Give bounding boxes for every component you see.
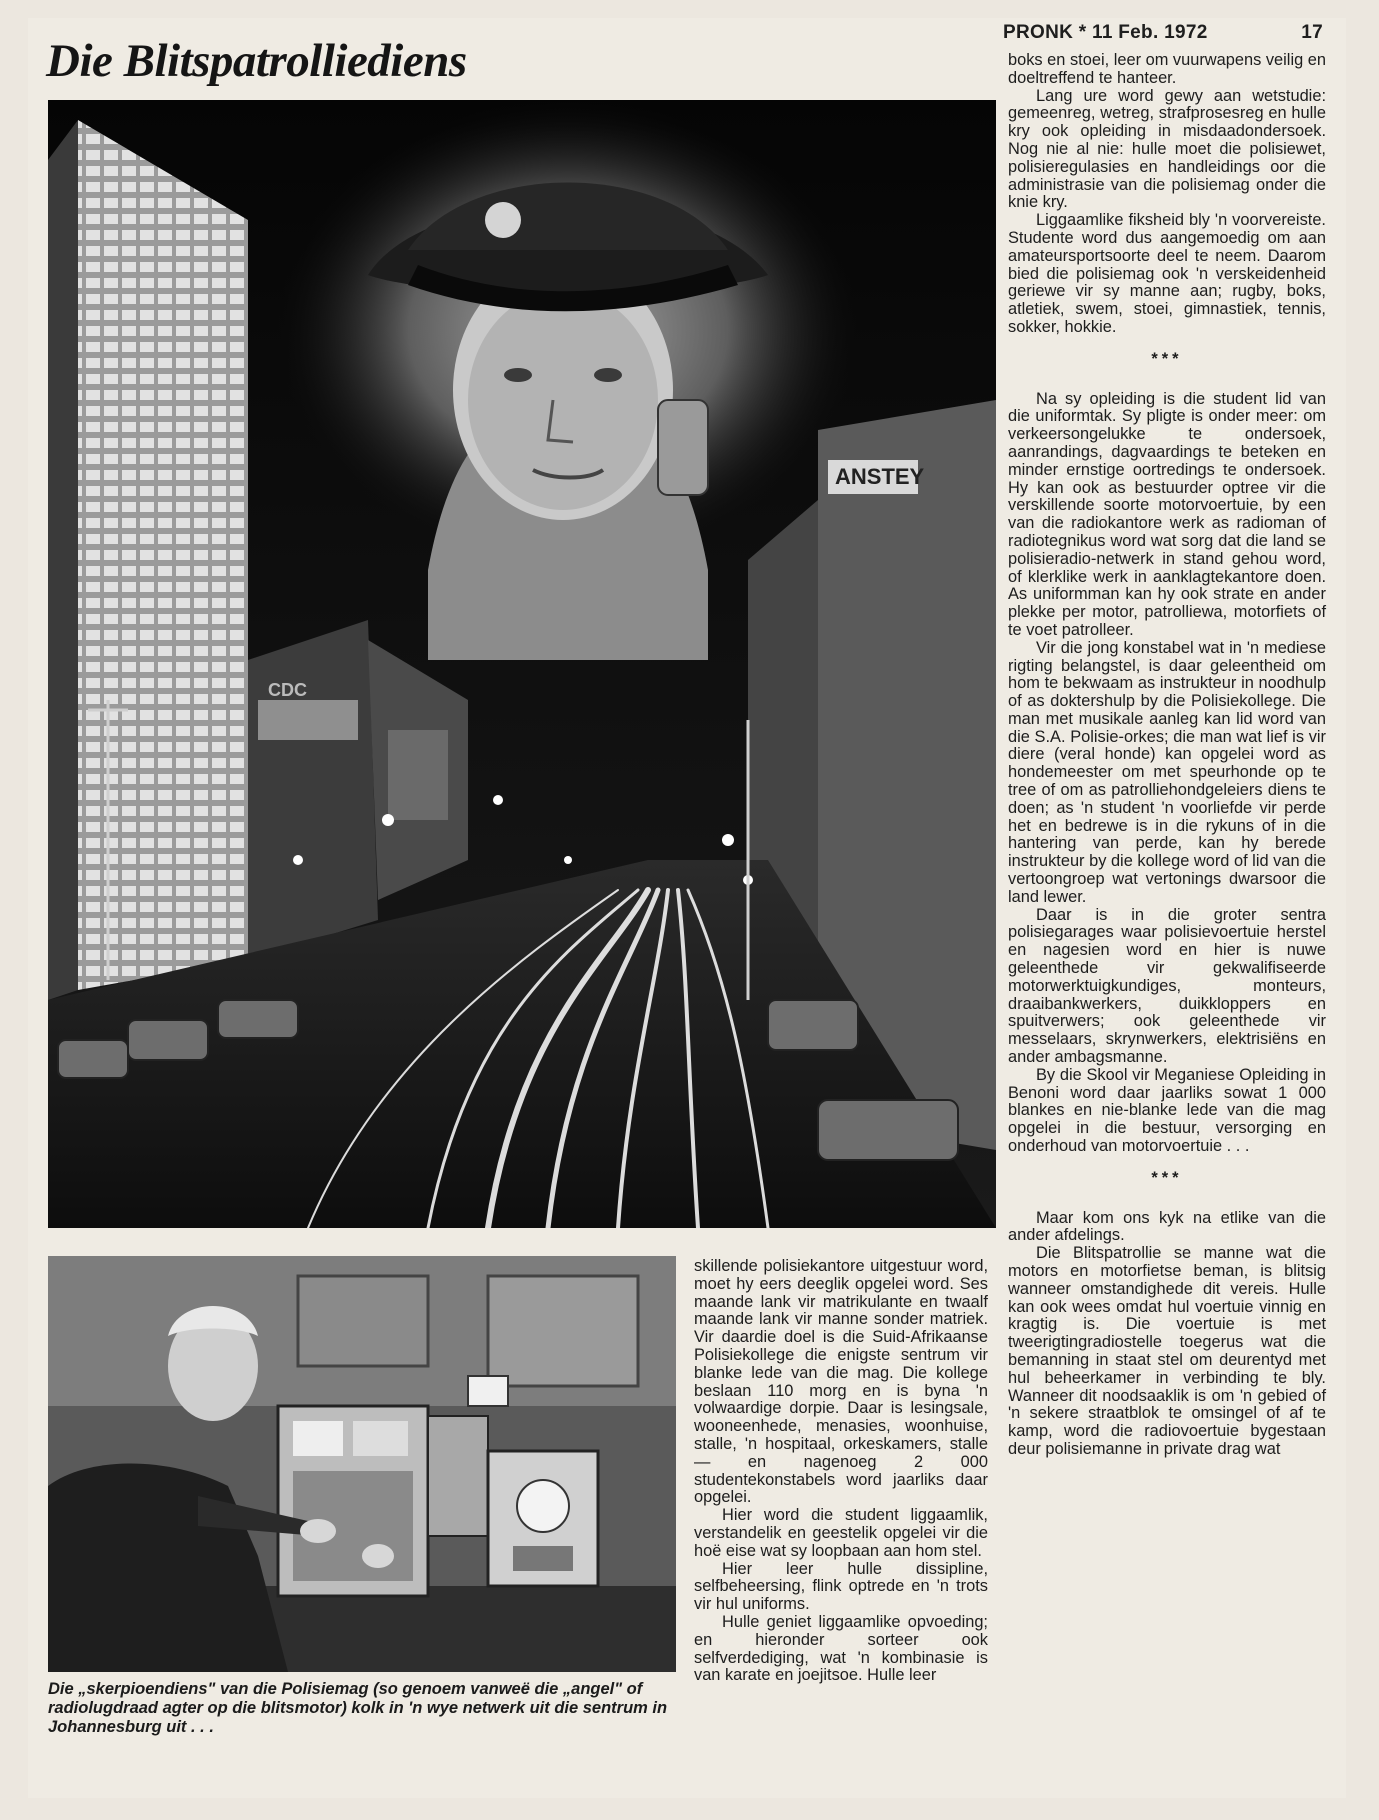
radio-handset-icon	[658, 400, 708, 495]
right-paragraph-1: boks en stoei, leer om vuurwapens veilig en doeltreffend te hanteer.	[1008, 51, 1326, 87]
right-paragraph-8: Maar kom ons kyk na etlike van die ander afdelings.	[1008, 1208, 1326, 1245]
section-separator-2: ***	[1151, 1168, 1183, 1187]
middle-column	[694, 1258, 988, 1685]
right-paragraph-5: Vir die jong konstabel wat in 'n mediese rigting belangstel, is daar geleentheid om hom te bekwaam as instrukteur in noodhulp of as doktershulp by die Polisiekollege. Die man met musikale aanleg kan lid word van die S.A. Polisie-orkes; die man wat lief is vir diere (veral honde) kan opgelei word as hondemeester om met speurhonde op te tree of om as patrolliehondgeleiers diens te doen; as 'n student 'n voorliefde vir perde het en bedrewe is in die rykuns of in die hantering van perde, kan hy berede instrukteur by die kollege word of lid van die vertoongroep wat vertonings dwarsoor die land lewer.	[1008, 638, 1326, 906]
sign-cdc: CDC	[268, 680, 307, 700]
right-paragraph-6: Daar is in die groter sentra polisiegarages waar polisievoertuie herstel en nagesien word en hier is nuwe geleenthede vir gekwalifiseerde motorwerktuigkundiges, monteurs, draaibankwerkers, duikkloppers en spuitverwers; ook geleenthede vir messelaars, skrynwerkers, elektrisiëns en ander ambagsmanne.	[1008, 905, 1326, 1067]
section-separator-1: ***	[1151, 349, 1183, 368]
photo-night-street-montage	[48, 100, 996, 1228]
radio-technician-illustration	[48, 1256, 676, 1672]
issue-date: 11 Feb. 1972	[1092, 22, 1208, 43]
magazine-name: PRONK	[1003, 22, 1074, 43]
masthead-separator: *	[1078, 22, 1087, 43]
photo-caption: Die „skerpioendiens" van die Polisiemag (so genoem vanweë die „angel" of radiolugdraad agter op die blitsmotor) kolk in 'n wye netwerk uit die sentrum in Johannesburg uit . . .	[48, 1680, 668, 1736]
article-title: Die Blitspatrolliediens	[46, 35, 467, 87]
masthead-left	[1003, 22, 1208, 44]
right-column	[1008, 52, 1326, 1459]
night-street-illustration	[48, 100, 996, 1228]
right-paragraph-2: Lang ure word gewy aan wetstudie: gemeenreg, wetreg, strafprosesreg en hulle kry ook opleiding in misdaadondersoek. Nog nie al nie: hulle moet die polisiewet, polisieregulasies en handleidings oor die administrasie van die polisiemag onder die knie kry.	[1008, 86, 1326, 212]
cap-badge-icon	[485, 202, 521, 238]
right-paragraph-3: Liggaamlike fiksheid bly 'n voorvereiste. Studente word dus aangemoedig om aan amateursportsoorte deel te neem. Daarom bied die polisiemag ook 'n verskeidenheid geriewe vir sy manne aan; rugby, boks, atletiek, swem, stoei, gimnastiek, tennis, sokker, hokkie.	[1008, 211, 1326, 336]
page-number: 17	[1301, 22, 1323, 43]
right-paragraph-7: By die Skool vir Meganiese Opleiding in Benoni word daar jaarliks sowat 1 000 blankes en nie-blanke lede van die mag opgelei in die bestuur, versorging en onderhoud van motorvoertuie . . .	[1008, 1065, 1326, 1156]
middle-paragraph-1: skillende polisiekantore uitgestuur word, moet hy eers deeglik opgelei word. Ses maande lank vir matrikulante en twaalf maande lank vir manne sonder matriek. Vir daardie doel is die Suid-Afrikaanse Polisiekollege die enigste sentrum vir blanke lede van die mag. Die kollege beslaan 110 morg en is byna 'n volwaardige dorpie. Daar is lesingsale, wooneenhede, menasies, woonhuise, stalle, 'n hospitaal, orkeskamers, stalle — en nagenoeg 2 000 studentekonstabels word jaarliks daar opgelei.	[694, 1257, 988, 1507]
masthead	[1003, 22, 1323, 44]
right-paragraph-9: Die Blitspatrollie se manne wat die motors en motorfietse beman, is blitsig wanneer omstandighede dit vereis. Hulle kan ook wees omdat hul voertuie vinnig en kragtig is. Die voertuie is met tweerigtingradiostelle toegerus wat die bemanning in staat stel om deurentyd met hul beheerkamer in verbinding te bly. Wanneer dit noodsaaklik is om 'n gebied of 'n sekere straatblok te omsingel of af te kamp, word die radiovoertuie bygestaan deur polisiemanne in private drag wat	[1008, 1244, 1326, 1458]
middle-paragraph-4: Hulle geniet liggaamlike opvoeding; en hieronder sorteer ook selfverdediging, wat 'n kombinasie is van karate en joejitsoe. Hulle leer	[694, 1612, 988, 1685]
middle-paragraph-2: Hier word die student liggaamlik, verstandelik en geestelik opgelei vir die hoë eise wat sy loopbaan aan hom stel.	[694, 1506, 988, 1560]
middle-paragraph-3: Hier leer hulle dissipline, selfbeheersing, flink optrede en 'n trots vir hul uniforms.	[694, 1559, 988, 1614]
sign-anstey: ANSTEY	[835, 464, 925, 489]
photo-radio-technician	[48, 1256, 676, 1672]
office-tower	[78, 120, 248, 990]
right-paragraph-4: Na sy opleiding is die student lid van die uniformtak. Sy pligte is onder meer: om verkeersongelukke te ondersoek, aanrandings, dagvaardings te beteken en minder ernstige oortredings te ondersoek. Hy kan ook as bestuurder optree vir die verskillende soorte motorvoertuie, by een van die radiokantore werk as radioman of radiotegnikus word wat sorg dat die land se polisieradio-netwerk in stand gehou word, of klerklike werk in aanklagtekantore doen. As uniformman kan hy ook strate en ander plekke per motor, patrolliewa, motorfiets of te voet patrolleer.	[1008, 389, 1326, 639]
